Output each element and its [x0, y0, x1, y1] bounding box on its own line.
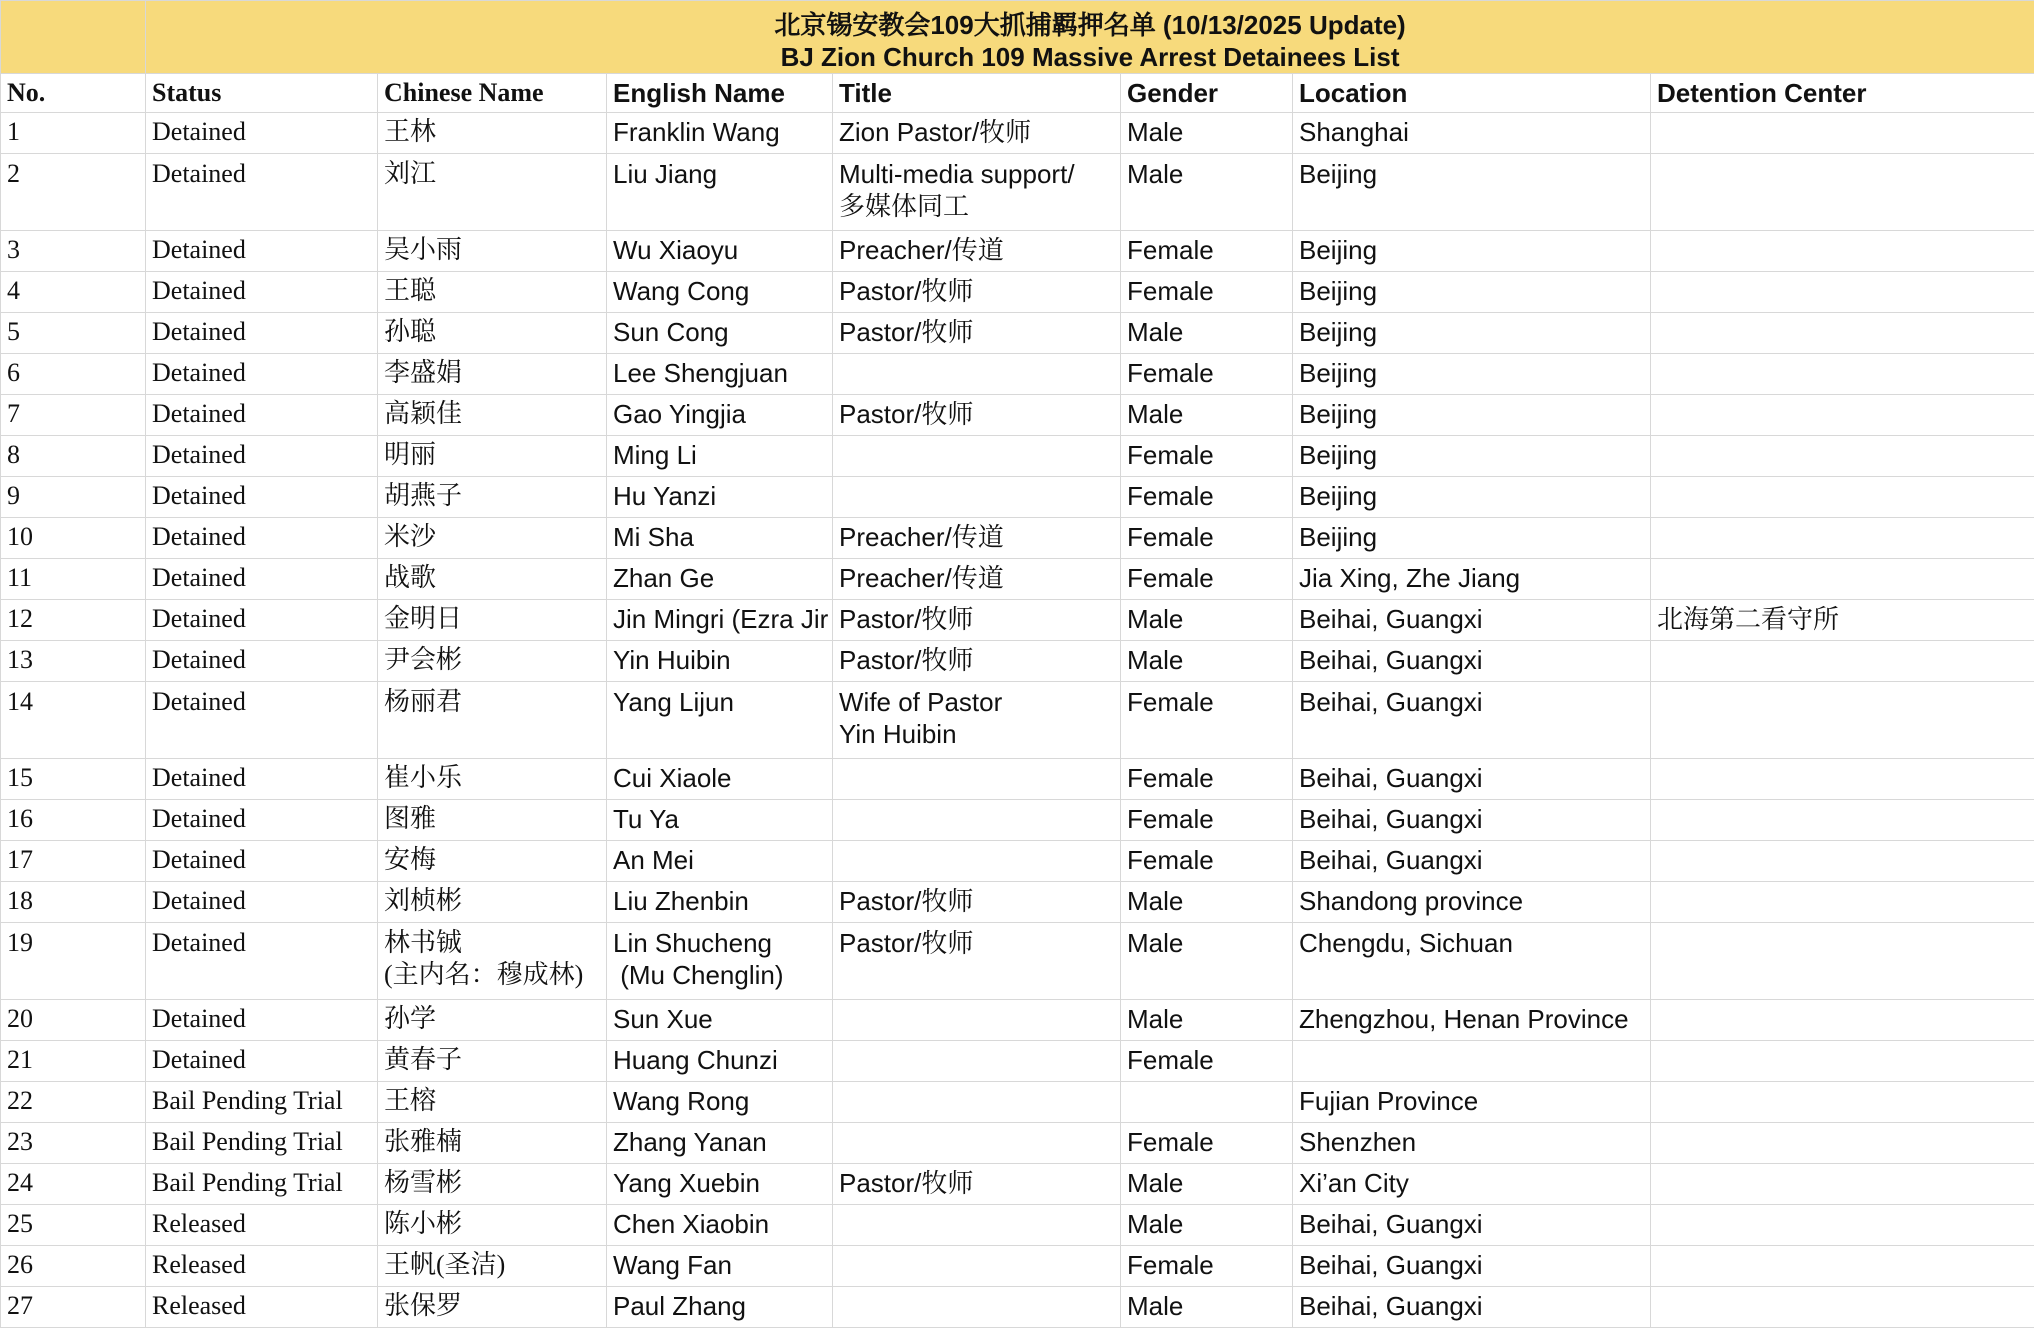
cell-title[interactable]: Pastor/牧师: [833, 923, 1121, 1000]
cell-location[interactable]: Beihai, Guangxi: [1293, 600, 1651, 641]
cell-no[interactable]: 6: [1, 354, 146, 395]
cell-location[interactable]: Beihai, Guangxi: [1293, 841, 1651, 882]
cell-title[interactable]: Pastor/牧师: [833, 641, 1121, 682]
cell-chinese-name[interactable]: 金明日: [378, 600, 607, 641]
cell-english-name[interactable]: Wang Fan: [607, 1246, 833, 1287]
cell-status[interactable]: Bail Pending Trial: [146, 1164, 378, 1205]
cell-location[interactable]: Beihai, Guangxi: [1293, 759, 1651, 800]
cell-gender[interactable]: Male: [1121, 1205, 1293, 1246]
cell-english-name[interactable]: Huang Chunzi: [607, 1041, 833, 1082]
cell-title[interactable]: Pastor/牧师: [833, 313, 1121, 354]
cell-english-name[interactable]: Liu Jiang: [607, 154, 833, 231]
cell-location[interactable]: Beijing: [1293, 272, 1651, 313]
cell-no[interactable]: 16: [1, 800, 146, 841]
cell-english-name[interactable]: Wang Rong: [607, 1082, 833, 1123]
cell-location[interactable]: Beihai, Guangxi: [1293, 641, 1651, 682]
cell-title[interactable]: Preacher/传道: [833, 559, 1121, 600]
cell-no[interactable]: 18: [1, 882, 146, 923]
cell-status[interactable]: Detained: [146, 231, 378, 272]
cell-english-name[interactable]: Sun Xue: [607, 1000, 833, 1041]
cell-gender[interactable]: Female: [1121, 1041, 1293, 1082]
header-detention-center[interactable]: Detention Center: [1651, 74, 2034, 113]
cell-no[interactable]: 2: [1, 154, 146, 231]
cell-gender[interactable]: Male: [1121, 923, 1293, 1000]
cell-title[interactable]: [833, 759, 1121, 800]
cell-chinese-name[interactable]: 杨丽君: [378, 682, 607, 759]
cell-status[interactable]: Detained: [146, 800, 378, 841]
cell-status[interactable]: Detained: [146, 477, 378, 518]
cell-detention-center[interactable]: [1651, 923, 2034, 1000]
cell-english-name[interactable]: Gao Yingjia: [607, 395, 833, 436]
cell-english-name[interactable]: Sun Cong: [607, 313, 833, 354]
cell-title[interactable]: [833, 1205, 1121, 1246]
cell-status[interactable]: Detained: [146, 113, 378, 154]
table-row: [1, 600, 2034, 641]
cell-status[interactable]: Released: [146, 1287, 378, 1328]
cell-no[interactable]: 27: [1, 1287, 146, 1328]
cell-status[interactable]: Bail Pending Trial: [146, 1082, 378, 1123]
header-title[interactable]: Title: [833, 74, 1121, 113]
cell-chinese-name[interactable]: 刘桢彬: [378, 882, 607, 923]
cell-location[interactable]: Jia Xing, Zhe Jiang: [1293, 559, 1651, 600]
cell-detention-center[interactable]: [1651, 1205, 2034, 1246]
cell-detention-center[interactable]: [1651, 1123, 2034, 1164]
cell-gender[interactable]: Female: [1121, 559, 1293, 600]
title-row: [1, 1, 2034, 74]
table-row: [1, 759, 2034, 800]
cell-status[interactable]: Released: [146, 1246, 378, 1287]
cell-status[interactable]: Detained: [146, 395, 378, 436]
cell-detention-center[interactable]: [1651, 841, 2034, 882]
cell-location[interactable]: Beihai, Guangxi: [1293, 1287, 1651, 1328]
header-chinese-name[interactable]: Chinese Name: [378, 74, 607, 113]
cell-chinese-name[interactable]: 杨雪彬: [378, 1164, 607, 1205]
cell-no[interactable]: 25: [1, 1205, 146, 1246]
table-row: [1, 354, 2034, 395]
cell-english-name[interactable]: Wang Cong: [607, 272, 833, 313]
cell-no[interactable]: 8: [1, 436, 146, 477]
table-row: [1, 1000, 2034, 1041]
cell-english-name[interactable]: Tu Ya: [607, 800, 833, 841]
cell-location[interactable]: Beijing: [1293, 231, 1651, 272]
cell-chinese-name[interactable]: 胡燕子: [378, 477, 607, 518]
cell-location[interactable]: Beijing: [1293, 436, 1651, 477]
cell-chinese-name[interactable]: 高颖佳: [378, 395, 607, 436]
cell-title[interactable]: Wife of Pastor Yin Huibin: [833, 682, 1121, 759]
cell-status[interactable]: Detained: [146, 682, 378, 759]
cell-title[interactable]: [833, 354, 1121, 395]
table-row: [1, 1164, 2034, 1205]
cell-chinese-name[interactable]: 米沙: [378, 518, 607, 559]
cell-title[interactable]: [833, 841, 1121, 882]
cell-chinese-name[interactable]: 王帆(圣洁): [378, 1246, 607, 1287]
cell-detention-center[interactable]: [1651, 641, 2034, 682]
cell-status[interactable]: Detained: [146, 313, 378, 354]
cell-english-name[interactable]: Paul Zhang: [607, 1287, 833, 1328]
cell-english-name[interactable]: Jin Mingri (Ezra Jir: [607, 600, 833, 641]
cell-chinese-name[interactable]: 林书铖 (主内名：穆成林): [378, 923, 607, 1000]
cell-title[interactable]: [833, 1041, 1121, 1082]
cell-chinese-name[interactable]: 李盛娟: [378, 354, 607, 395]
table-row: [1, 1205, 2034, 1246]
cell-status[interactable]: Detained: [146, 882, 378, 923]
cell-no[interactable]: 5: [1, 313, 146, 354]
cell-english-name[interactable]: Cui Xiaole: [607, 759, 833, 800]
cell-location[interactable]: Shandong province: [1293, 882, 1651, 923]
cell-location[interactable]: Xi’an City: [1293, 1164, 1651, 1205]
cell-status[interactable]: Detained: [146, 1041, 378, 1082]
cell-gender[interactable]: Female: [1121, 682, 1293, 759]
cell-english-name[interactable]: Yin Huibin: [607, 641, 833, 682]
cell-gender[interactable]: Male: [1121, 882, 1293, 923]
cell-gender[interactable]: Male: [1121, 154, 1293, 231]
cell-status[interactable]: Detained: [146, 518, 378, 559]
sheet-title-chinese: 北京锡安教会109大抓捕羁押名单 (10/13/2025 Update): [152, 9, 2028, 41]
cell-gender[interactable]: Male: [1121, 313, 1293, 354]
header-no[interactable]: No.: [1, 74, 146, 113]
cell-title[interactable]: Zion Pastor/牧师: [833, 113, 1121, 154]
table-row: [1, 1123, 2034, 1164]
cell-chinese-name[interactable]: 刘江: [378, 154, 607, 231]
cell-gender[interactable]: Male: [1121, 1164, 1293, 1205]
cell-detention-center[interactable]: [1651, 518, 2034, 559]
cell-gender[interactable]: Male: [1121, 641, 1293, 682]
table-row: [1, 682, 2034, 759]
table-row: [1, 1041, 2034, 1082]
cell-title[interactable]: Preacher/传道: [833, 518, 1121, 559]
header-gender[interactable]: Gender: [1121, 74, 1293, 113]
cell-no[interactable]: 7: [1, 395, 146, 436]
cell-gender[interactable]: Female: [1121, 477, 1293, 518]
cell-detention-center[interactable]: [1651, 354, 2034, 395]
cell-detention-center[interactable]: [1651, 682, 2034, 759]
cell-english-name[interactable]: Zhan Ge: [607, 559, 833, 600]
cell-status[interactable]: Detained: [146, 841, 378, 882]
cell-detention-center[interactable]: [1651, 436, 2034, 477]
cell-title[interactable]: Multi-media support/ 多媒体同工: [833, 154, 1121, 231]
cell-status[interactable]: Released: [146, 1205, 378, 1246]
cell-gender[interactable]: Male: [1121, 1287, 1293, 1328]
cell-location[interactable]: Beijing: [1293, 154, 1651, 231]
cell-english-name[interactable]: Ming Li: [607, 436, 833, 477]
table-row: [1, 436, 2034, 477]
cell-no[interactable]: 20: [1, 1000, 146, 1041]
cell-english-name[interactable]: Zhang Yanan: [607, 1123, 833, 1164]
header-english-name[interactable]: English Name: [607, 74, 833, 113]
sheet-title-english: BJ Zion Church 109 Massive Arrest Detainees List: [152, 41, 2028, 73]
cell-no[interactable]: 23: [1, 1123, 146, 1164]
cell-chinese-name[interactable]: 黄春子: [378, 1041, 607, 1082]
cell-detention-center[interactable]: [1651, 154, 2034, 231]
cell-no[interactable]: 21: [1, 1041, 146, 1082]
table-row: [1, 231, 2034, 272]
cell-no[interactable]: 14: [1, 682, 146, 759]
cell-status[interactable]: Detained: [146, 600, 378, 641]
table-row: [1, 923, 2034, 1000]
cell-chinese-name[interactable]: 孙学: [378, 1000, 607, 1041]
table-row: [1, 154, 2034, 231]
cell-detention-center[interactable]: 北海第二看守所: [1651, 600, 2034, 641]
cell-gender[interactable]: Female: [1121, 354, 1293, 395]
cell-title[interactable]: Pastor/牧师: [833, 395, 1121, 436]
cell-chinese-name[interactable]: 张雅楠: [378, 1123, 607, 1164]
cell-title[interactable]: [833, 1000, 1121, 1041]
cell-no[interactable]: 9: [1, 477, 146, 518]
cell-status[interactable]: Detained: [146, 436, 378, 477]
cell-gender[interactable]: Female: [1121, 841, 1293, 882]
cell-title[interactable]: [833, 436, 1121, 477]
cell-location[interactable]: Beijing: [1293, 313, 1651, 354]
cell-english-name[interactable]: Lee Shengjuan: [607, 354, 833, 395]
cell-location[interactable]: Fujian Province: [1293, 1082, 1651, 1123]
cell-no[interactable]: 22: [1, 1082, 146, 1123]
cell-detention-center[interactable]: [1651, 1164, 2034, 1205]
cell-english-name[interactable]: Yang Lijun: [607, 682, 833, 759]
cell-detention-center[interactable]: [1651, 1082, 2034, 1123]
title-cell[interactable]: [146, 1, 2034, 74]
cell-gender[interactable]: Female: [1121, 436, 1293, 477]
cell-no[interactable]: 12: [1, 600, 146, 641]
cell-gender[interactable]: Female: [1121, 518, 1293, 559]
cell-no[interactable]: 24: [1, 1164, 146, 1205]
cell-gender[interactable]: Female: [1121, 272, 1293, 313]
cell-chinese-name[interactable]: 陈小彬: [378, 1205, 607, 1246]
cell-detention-center[interactable]: [1651, 559, 2034, 600]
cell-location[interactable]: [1293, 1041, 1651, 1082]
cell-detention-center[interactable]: [1651, 1246, 2034, 1287]
table-row: [1, 882, 2034, 923]
cell-english-name[interactable]: Lin Shucheng (Mu Chenglin): [607, 923, 833, 1000]
cell-no[interactable]: 19: [1, 923, 146, 1000]
table-row: [1, 313, 2034, 354]
cell-title[interactable]: [833, 1123, 1121, 1164]
cell-gender[interactable]: Female: [1121, 800, 1293, 841]
cell-no[interactable]: 3: [1, 231, 146, 272]
cell-title[interactable]: [833, 477, 1121, 518]
cell-location[interactable]: Zhengzhou, Henan Province: [1293, 1000, 1651, 1041]
cell-no[interactable]: 15: [1, 759, 146, 800]
cell-detention-center[interactable]: [1651, 313, 2034, 354]
cell-detention-center[interactable]: [1651, 395, 2034, 436]
cell-chinese-name[interactable]: 吴小雨: [378, 231, 607, 272]
cell-gender[interactable]: Female: [1121, 759, 1293, 800]
cell-english-name[interactable]: Liu Zhenbin: [607, 882, 833, 923]
table-row: [1, 272, 2034, 313]
cell-detention-center[interactable]: [1651, 882, 2034, 923]
cell-status[interactable]: Bail Pending Trial: [146, 1123, 378, 1164]
table-row: [1, 477, 2034, 518]
cell-english-name[interactable]: Hu Yanzi: [607, 477, 833, 518]
cell-chinese-name[interactable]: 明丽: [378, 436, 607, 477]
cell-chinese-name[interactable]: 王榕: [378, 1082, 607, 1123]
cell-location[interactable]: Shanghai: [1293, 113, 1651, 154]
cell-status[interactable]: Detained: [146, 559, 378, 600]
cell-status[interactable]: Detained: [146, 923, 378, 1000]
cell-detention-center[interactable]: [1651, 1287, 2034, 1328]
cell-detention-center[interactable]: [1651, 1000, 2034, 1041]
cell-location[interactable]: Beijing: [1293, 518, 1651, 559]
cell-detention-center[interactable]: [1651, 477, 2034, 518]
cell-location[interactable]: Beijing: [1293, 477, 1651, 518]
cell-gender[interactable]: Female: [1121, 231, 1293, 272]
cell-chinese-name[interactable]: 王聪: [378, 272, 607, 313]
cell-location[interactable]: Beihai, Guangxi: [1293, 682, 1651, 759]
cell-title[interactable]: [833, 1287, 1121, 1328]
table-row: [1, 841, 2034, 882]
cell-detention-center[interactable]: [1651, 759, 2034, 800]
cell-detention-center[interactable]: [1651, 231, 2034, 272]
cell-location[interactable]: Beijing: [1293, 354, 1651, 395]
cell-chinese-name[interactable]: 安梅: [378, 841, 607, 882]
cell-title[interactable]: Preacher/传道: [833, 231, 1121, 272]
table-row: [1, 395, 2034, 436]
cell-english-name[interactable]: Chen Xiaobin: [607, 1205, 833, 1246]
cell-chinese-name[interactable]: 孙聪: [378, 313, 607, 354]
cell-location[interactable]: Beihai, Guangxi: [1293, 1246, 1651, 1287]
cell-status[interactable]: Detained: [146, 272, 378, 313]
cell-gender[interactable]: Female: [1121, 1246, 1293, 1287]
cell-location[interactable]: Shenzhen: [1293, 1123, 1651, 1164]
cell-gender[interactable]: [1121, 1082, 1293, 1123]
cell-title[interactable]: Pastor/牧师: [833, 272, 1121, 313]
header-location[interactable]: Location: [1293, 74, 1651, 113]
cell-status[interactable]: Detained: [146, 154, 378, 231]
cell-detention-center[interactable]: [1651, 272, 2034, 313]
cell-title[interactable]: [833, 1082, 1121, 1123]
header-status[interactable]: Status: [146, 74, 378, 113]
cell-no[interactable]: 4: [1, 272, 146, 313]
cell-gender[interactable]: Male: [1121, 1000, 1293, 1041]
cell-status[interactable]: Detained: [146, 354, 378, 395]
cell-location[interactable]: Beihai, Guangxi: [1293, 1205, 1651, 1246]
cell-chinese-name[interactable]: 张保罗: [378, 1287, 607, 1328]
table-row: [1, 1246, 2034, 1287]
cell-english-name[interactable]: Wu Xiaoyu: [607, 231, 833, 272]
cell-no[interactable]: 13: [1, 641, 146, 682]
table-row: [1, 559, 2034, 600]
cell-location[interactable]: Chengdu, Sichuan: [1293, 923, 1651, 1000]
cell-no[interactable]: 26: [1, 1246, 146, 1287]
cell-english-name[interactable]: Mi Sha: [607, 518, 833, 559]
cell-detention-center[interactable]: [1651, 1041, 2034, 1082]
cell-status[interactable]: Detained: [146, 641, 378, 682]
cell-status[interactable]: Detained: [146, 759, 378, 800]
cell-chinese-name[interactable]: 王林: [378, 113, 607, 154]
cell-no[interactable]: 11: [1, 559, 146, 600]
cell-chinese-name[interactable]: 尹会彬: [378, 641, 607, 682]
cell-title[interactable]: Pastor/牧师: [833, 1164, 1121, 1205]
cell-english-name[interactable]: Franklin Wang: [607, 113, 833, 154]
cell-gender[interactable]: Female: [1121, 1123, 1293, 1164]
header-row: [1, 74, 2034, 113]
cell-english-name[interactable]: An Mei: [607, 841, 833, 882]
cell-title[interactable]: Pastor/牧师: [833, 600, 1121, 641]
cell-chinese-name[interactable]: 崔小乐: [378, 759, 607, 800]
cell-location[interactable]: Beihai, Guangxi: [1293, 800, 1651, 841]
table-row: [1, 1082, 2034, 1123]
table-row: [1, 641, 2034, 682]
cell-no[interactable]: 17: [1, 841, 146, 882]
cell-status[interactable]: Detained: [146, 1000, 378, 1041]
cell-no[interactable]: 1: [1, 113, 146, 154]
table-row: [1, 1287, 2034, 1328]
table-row: [1, 113, 2034, 154]
cell-detention-center[interactable]: [1651, 113, 2034, 154]
cell-english-name[interactable]: Yang Xuebin: [607, 1164, 833, 1205]
cell-location[interactable]: Beijing: [1293, 395, 1651, 436]
cell-title[interactable]: [833, 800, 1121, 841]
cell-no[interactable]: 10: [1, 518, 146, 559]
cell-title[interactable]: Pastor/牧师: [833, 882, 1121, 923]
title-row-blank-cell[interactable]: [1, 1, 146, 74]
cell-gender[interactable]: Male: [1121, 395, 1293, 436]
cell-detention-center[interactable]: [1651, 800, 2034, 841]
table-row: [1, 518, 2034, 559]
cell-gender[interactable]: Male: [1121, 113, 1293, 154]
cell-chinese-name[interactable]: 战歌: [378, 559, 607, 600]
cell-chinese-name[interactable]: 图雅: [378, 800, 607, 841]
cell-gender[interactable]: Male: [1121, 600, 1293, 641]
table-row: [1, 800, 2034, 841]
cell-title[interactable]: [833, 1246, 1121, 1287]
